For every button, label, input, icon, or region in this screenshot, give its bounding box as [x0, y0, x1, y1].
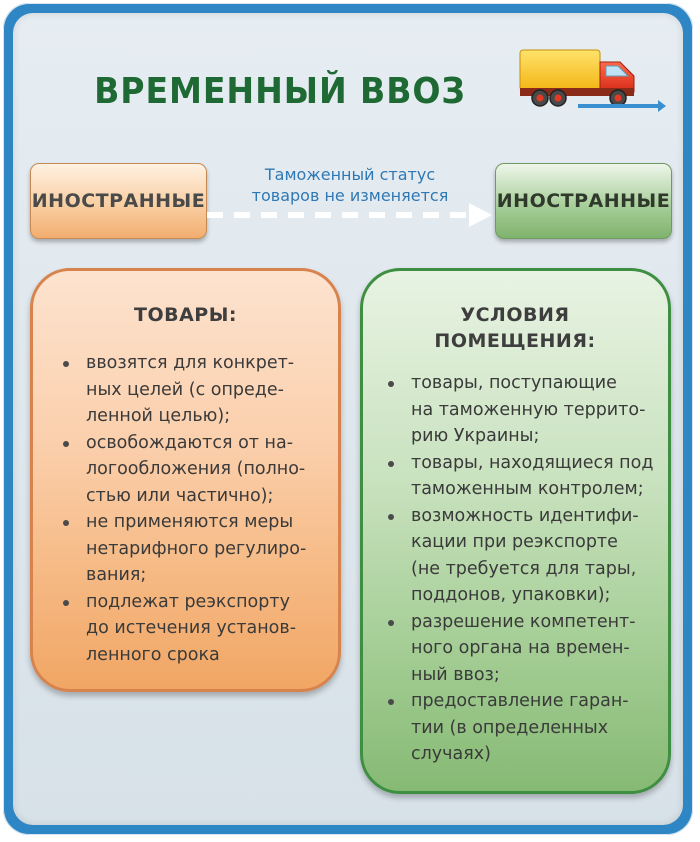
item-line: на таможенную террито-: [411, 399, 646, 420]
conditions-box: [360, 268, 671, 794]
goods-box: [30, 268, 341, 692]
item-line: до истечения установ-: [86, 618, 297, 638]
list-item: [57, 509, 319, 589]
item-line: поддонов, упаковки);: [411, 585, 611, 605]
goods-list: [57, 350, 319, 668]
item-line: возможность идентифи-: [411, 505, 639, 526]
foreign-status-left: ИНОСТРАННЫЕ: [30, 163, 207, 239]
conditions-title-line: ПОМЕЩЕНИЯ:: [434, 330, 596, 352]
item-line: логообложения (полно-: [86, 459, 306, 479]
item-line: ных целей (с опреде-: [86, 379, 284, 400]
item-line: предоставление гаран-: [411, 691, 629, 711]
item-line: рию Украины;: [411, 426, 540, 446]
list-item: [382, 450, 657, 503]
item-line: ленной целью);: [86, 406, 231, 426]
delivery-truck-icon: [518, 44, 668, 116]
item-line: кации при реэкспорте: [411, 532, 618, 552]
item-line: разрешение компетент-: [411, 611, 636, 632]
item-line: стью или частично);: [86, 485, 274, 506]
item-line: подлежат реэкспорту: [86, 591, 290, 612]
status-line: Таможенный статус: [264, 165, 436, 184]
list-item: [382, 688, 657, 768]
list-item: [57, 589, 319, 669]
item-line: нетарифного регулиро-: [86, 538, 307, 559]
list-item: [57, 430, 319, 510]
goods-title: ТОВАРЫ:: [133, 304, 237, 326]
item-line: тии (в определенных: [411, 717, 609, 738]
item-line: ленного срока: [86, 644, 220, 665]
page-title: ВРЕМЕННЫЙ ВВОЗ: [94, 71, 466, 112]
list-item: [382, 503, 657, 609]
dashed-arrow-icon: [207, 200, 497, 230]
item-line: не применяются меры: [86, 512, 294, 532]
item-line: таможенным контролем;: [411, 479, 644, 499]
list-item: [382, 370, 657, 450]
item-line: освобождаются от на-: [86, 432, 294, 453]
item-line: товары, находящиеся под: [411, 452, 654, 473]
conditions-title: [400, 302, 630, 354]
status-line: товаров не изменяется: [251, 186, 449, 205]
item-line: случаях): [411, 744, 491, 764]
list-item: [382, 609, 657, 689]
foreign-status-right: ИНОСТРАННЫЕ: [495, 163, 672, 239]
conditions-list: [382, 370, 657, 768]
item-line: товары, поступающие: [411, 373, 617, 393]
item-line: (не требуется для тары,: [411, 558, 637, 579]
item-line: ный ввоз;: [411, 664, 500, 685]
item-line: ввозятся для конкрет-: [86, 353, 295, 373]
item-line: вания;: [86, 565, 147, 585]
list-item: [57, 350, 319, 430]
conditions-title-line: УСЛОВИЯ: [460, 304, 570, 326]
item-line: ного органа на времен-: [411, 638, 630, 658]
